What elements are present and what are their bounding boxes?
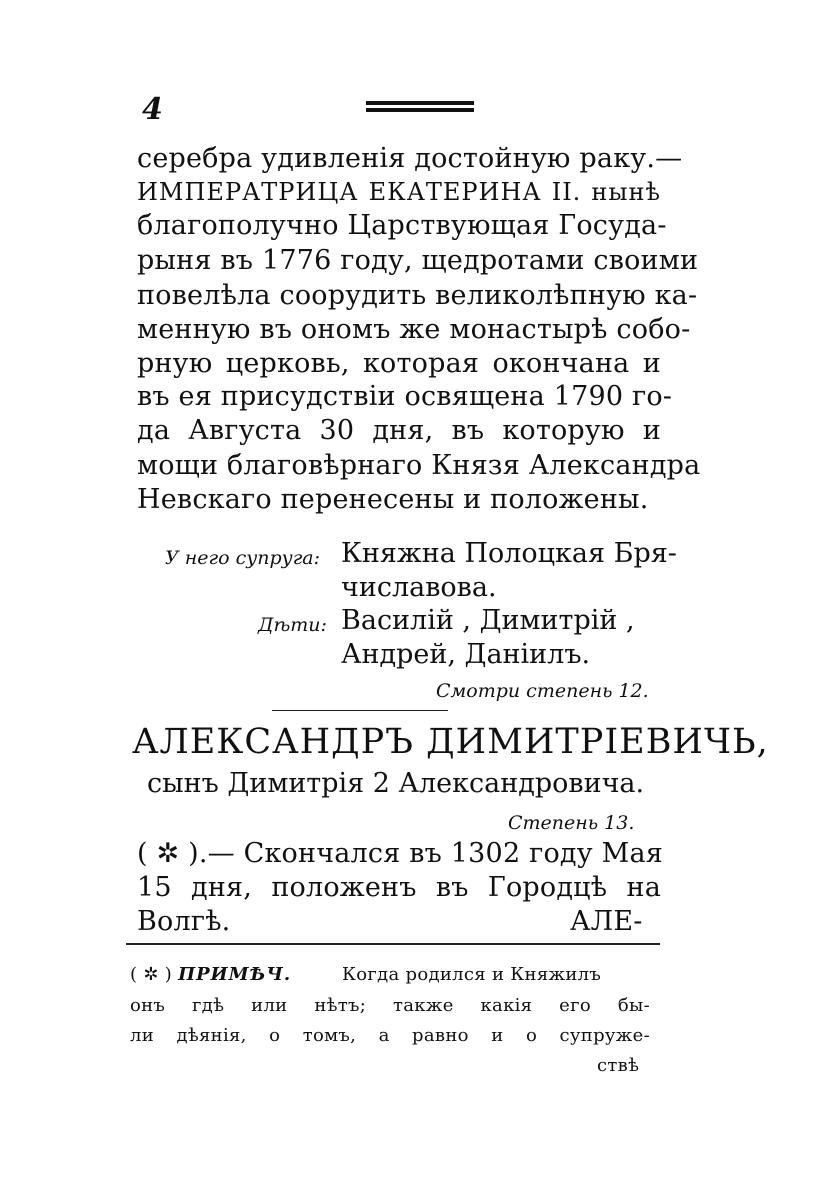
children-line: Андрей, Даніилъ. [341,639,591,670]
text-line: рыня въ 1776 году, щедротами своими [137,245,699,276]
footnote-mark: ( ✲ ) [130,964,173,985]
text-line: ( ✲ ).— Скончался въ 1302 году Мая [137,838,663,869]
catchword: АЛЕ- [570,906,643,937]
text-line: Волгѣ. [137,906,231,937]
text-line: въ ея присудствіи освящена 1790 го- [137,381,673,412]
footnote-line: онъ гдѣ или нѣтъ; также какія его бы- [130,995,650,1016]
spouse-label: У него супруга: [165,547,321,569]
header-rule-bottom [366,108,474,112]
footnote-line: ли дѣянія, о томъ, а равно и о супруже- [130,1025,650,1046]
header-rule-top [366,101,474,105]
page-number: 4 [142,92,163,127]
section-subheading: сынъ Димитрія 2 Александровича. [147,768,645,799]
text-line: благополучно Царствующая Госуда- [137,210,667,241]
text-line: мощи благовѣрнаго Князя Александра [137,450,701,481]
section-divider [272,710,448,711]
spouse-line: числавова. [341,572,497,603]
footnote-line: Когда родился и Княжилъ [342,964,602,985]
footnote-divider [126,943,660,945]
children-line: Василій , Димитрій , [341,605,635,636]
children-label: Дѣти: [258,614,327,636]
text-line: повелѣла соорудить великолѣпную ка- [137,280,698,311]
text-line: 15 дня, положенъ въ Городцѣ на [137,872,661,903]
text-line: рную церковь, которая окончана и [137,348,661,379]
spouse-line: Княжна Полоцкая Бря- [341,538,677,569]
text-line: Невскаго перенесены и положены. [137,484,649,515]
text-line: менную въ ономъ же монастырѣ собо- [137,314,691,345]
footnote-title: ПРИМѢЧ. [178,964,292,985]
text-line: да Августа 30 дня, въ которую и [137,415,661,446]
footnote-line [130,964,291,985]
text-line: ИМПЕРАТРИЦА ЕКАТЕРИНА II. нынѣ [137,178,661,206]
degree-label: Степень 13. [508,812,635,834]
footnote-line: ствѣ [597,1055,640,1076]
section-heading: АЛЕКСАНДРЪ ДИМИТРІЕВИЧЬ, [132,722,769,762]
cross-reference: Смотри степень 12. [436,680,649,702]
text-line: серебра удивленія достойную раку.— [137,143,683,174]
